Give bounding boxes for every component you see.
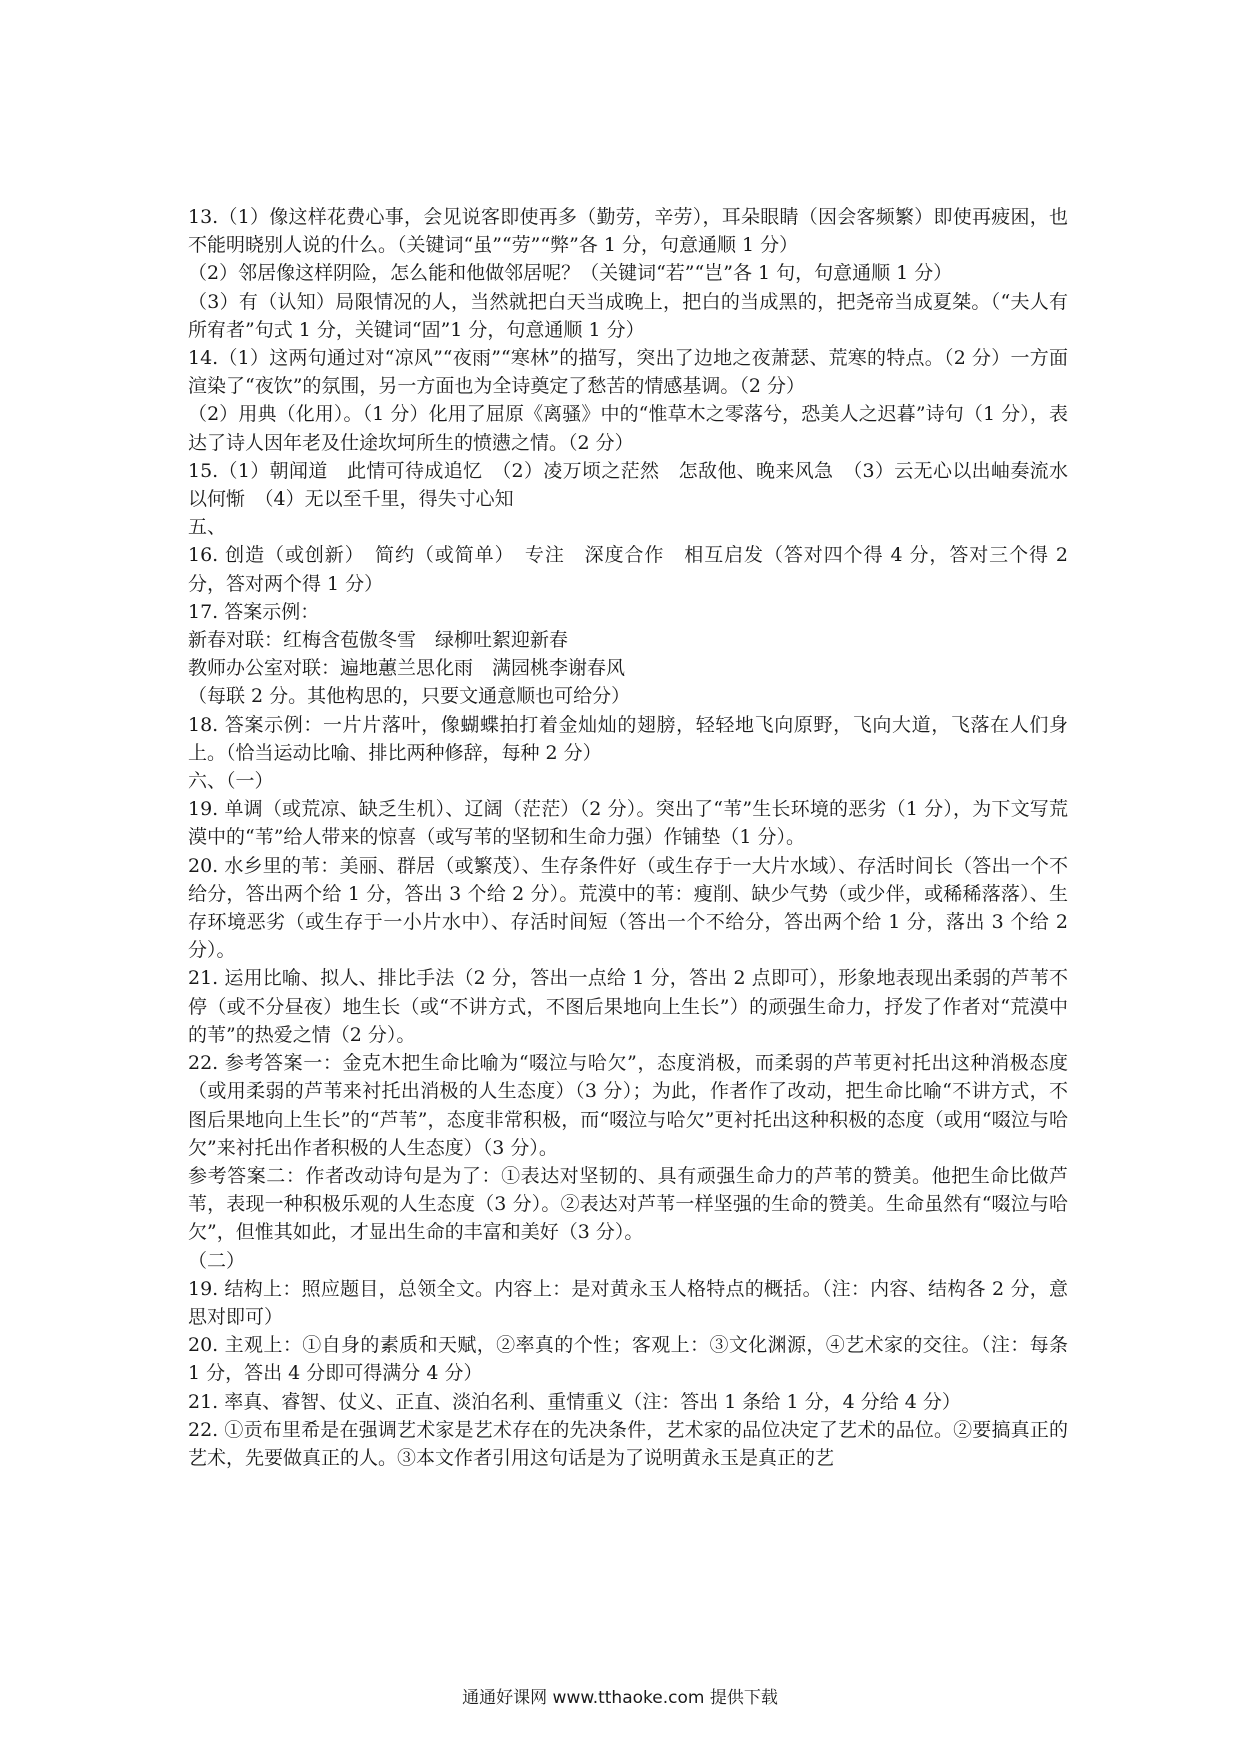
answer-16: 16. 创造（或创新） 简约（或简单） 专注 深度合作 相互启发（答对四个得 4 分，答对三个得 2 分，答对两个得 1 分） bbox=[188, 544, 1068, 595]
answer-21-b: 21. 率真、睿智、仗义、正直、淡泊名利、重情重义（注：答出 1 条给 1 分，4 分给 4 分） bbox=[188, 1390, 961, 1413]
answer-19-a: 19. 单调（或荒凉、缺乏生机）、辽阔（茫茫）（2 分）。突出了“苇”生长环境的恶劣（1 分），为下文写荒漠中的“苇”给人带来的惊喜（或写苇的坚韧和生命力强）作铺垫（1 分）。 bbox=[188, 798, 1068, 849]
answer-13-3: （3）有（认知）局限情况的人，当然就把白天当成晚上，把白的当成黑的，把尧帝当成夏桀。（“夫人有所宥者”句式 1 分，关键词“固”1 分，句意通顺 1 分） bbox=[188, 290, 1068, 341]
answer-22-b: 22. ①贡布里希是在强调艺术家是艺术存在的先决条件，艺术家的品位决定了艺术的品位。②要搞真正的艺术，先要做真正的人。③本文作者引用这句话是为了说明黄永玉是真正的艺 bbox=[188, 1418, 1068, 1469]
answer-19-b: 19. 结构上：照应题目，总领全文。内容上：是对黄永玉人格特点的概括。（注：内容、结构各 2 分，意思对即可） bbox=[188, 1277, 1068, 1328]
section-5-heading: 五、 bbox=[188, 516, 227, 539]
section-6-2-heading: （二） bbox=[188, 1249, 246, 1272]
section-6-1-heading: 六、（一） bbox=[188, 770, 274, 793]
answer-17-couplet-2: 教师办公室对联：遍地蕙兰思化雨 满园桃李谢春风 bbox=[188, 657, 626, 680]
answer-22-a-ref-1: 22. 参考答案一：金克木把生命比喻为“啜泣与哈欠”，态度消极，而柔弱的芦苇更衬托出这种消极态度（或用柔弱的芦苇来衬托出消极的人生态度）（3 分）；为此，作者作了改动，把生命比喻“不讲方式，不图后果地向上生长”的“芦苇”，态度非常积极，而“啜泣与哈欠”更衬托出这种积极的态度（或用“啜泣与哈欠”来衬托出作者积极的人生态度）（3 分）。 bbox=[188, 1052, 1068, 1159]
answer-13-1: 13.（1）像这样花费心事，会见说客即使再多（勤劳，辛劳），耳朵眼睛（因会客频繁）即使再疲困，也不能明晓别人说的什么。（关键词“虽”“劳”“弊”各 1 分，句意通顺 1 分） bbox=[188, 206, 1068, 257]
answer-22-a-ref-2: 参考答案二：作者改动诗句是为了：①表达对坚韧的、具有顽强生命力的芦苇的赞美。他把生命比做芦苇，表现一种积极乐观的人生态度（3 分）。②表达对芦苇一样坚强的生命的赞美。生命虽然有“啜泣与哈欠”，但惟其如此，才显出生命的丰富和美好（3 分）。 bbox=[188, 1164, 1068, 1244]
answer-17-scoring: （每联 2 分。其他构思的，只要文通意顺也可给分） bbox=[188, 685, 631, 708]
answer-17-heading: 17. 答案示例： bbox=[188, 600, 320, 623]
answer-13-2: （2）邻居像这样阴险，怎么能和他做邻居呢？（关键词“若”“岂”各 1 句，句意通顺 1 分） bbox=[188, 262, 953, 285]
answer-key-body bbox=[188, 203, 1068, 1472]
answer-20-a: 20. 水乡里的苇：美丽、群居（或繁茂）、生存条件好（或生存于一大片水域）、存活时间长（答出一个不给分，答出两个给 1 分，答出 3 个给 2 分）。荒漠中的苇：瘦削、缺少气势（或少伴，或稀稀落落）、生存环境恶劣（或生存于一小片水中）、存活时间短（答出一个不给分，答出两个给 1 分，落出 3 个给 2 分）。 bbox=[188, 854, 1068, 962]
answer-17-couplet-1: 新春对联：红梅含苞傲冬雪 绿柳吐絮迎新春 bbox=[188, 629, 569, 652]
answer-14-2: （2）用典（化用）。（1 分）化用了屈原《离骚》中的“惟草木之零落兮，恐美人之迟暮”诗句（1 分），表达了诗人因年老及仕途坎坷所生的愤懑之情。（2 分） bbox=[188, 403, 1068, 454]
answer-18: 18. 答案示例：一片片落叶，像蝴蝶拍打着金灿灿的翅膀，轻轻地飞向原野，飞向大道，飞落在人们身上。（恰当运动比喻、排比两种修辞，每种 2 分） bbox=[188, 713, 1068, 764]
page-footer: 通通好课网 www.tthaoke.com 提供下载 bbox=[462, 1688, 778, 1708]
answer-14-1: 14.（1）这两句通过对“凉风”“夜雨”“寒林”的描写，突出了边地之夜萧瑟、荒寒的特点。（2 分）一方面渲染了“夜饮”的氛围，另一方面也为全诗奠定了愁苦的情感基调。（2 分） bbox=[188, 347, 1068, 398]
answer-15: 15.（1）朝闻道 此情可待成追忆 （2）凌万顷之茫然 怎敌他、晚来风急 （3）云无心以出岫奏流水以何惭 （4）无以至千里，得失寸心知 bbox=[188, 459, 1068, 511]
answer-20-b: 20. 主观上：①自身的素质和天赋，②率真的个性；客观上：③文化渊源，④艺术家的交往。（注：每条 1 分，答出 4 分即可得满分 4 分） bbox=[188, 1334, 1068, 1385]
answer-21-a: 21. 运用比喻、拟人、排比手法（2 分，答出一点给 1 分，答出 2 点即可），形象地表现出柔弱的芦苇不停（或不分昼夜）地生长（或“不讲方式，不图后果地向上生长”）的顽强生命力，抒发了作者对“荒漠中的苇”的热爱之情（2 分）。 bbox=[188, 967, 1068, 1046]
